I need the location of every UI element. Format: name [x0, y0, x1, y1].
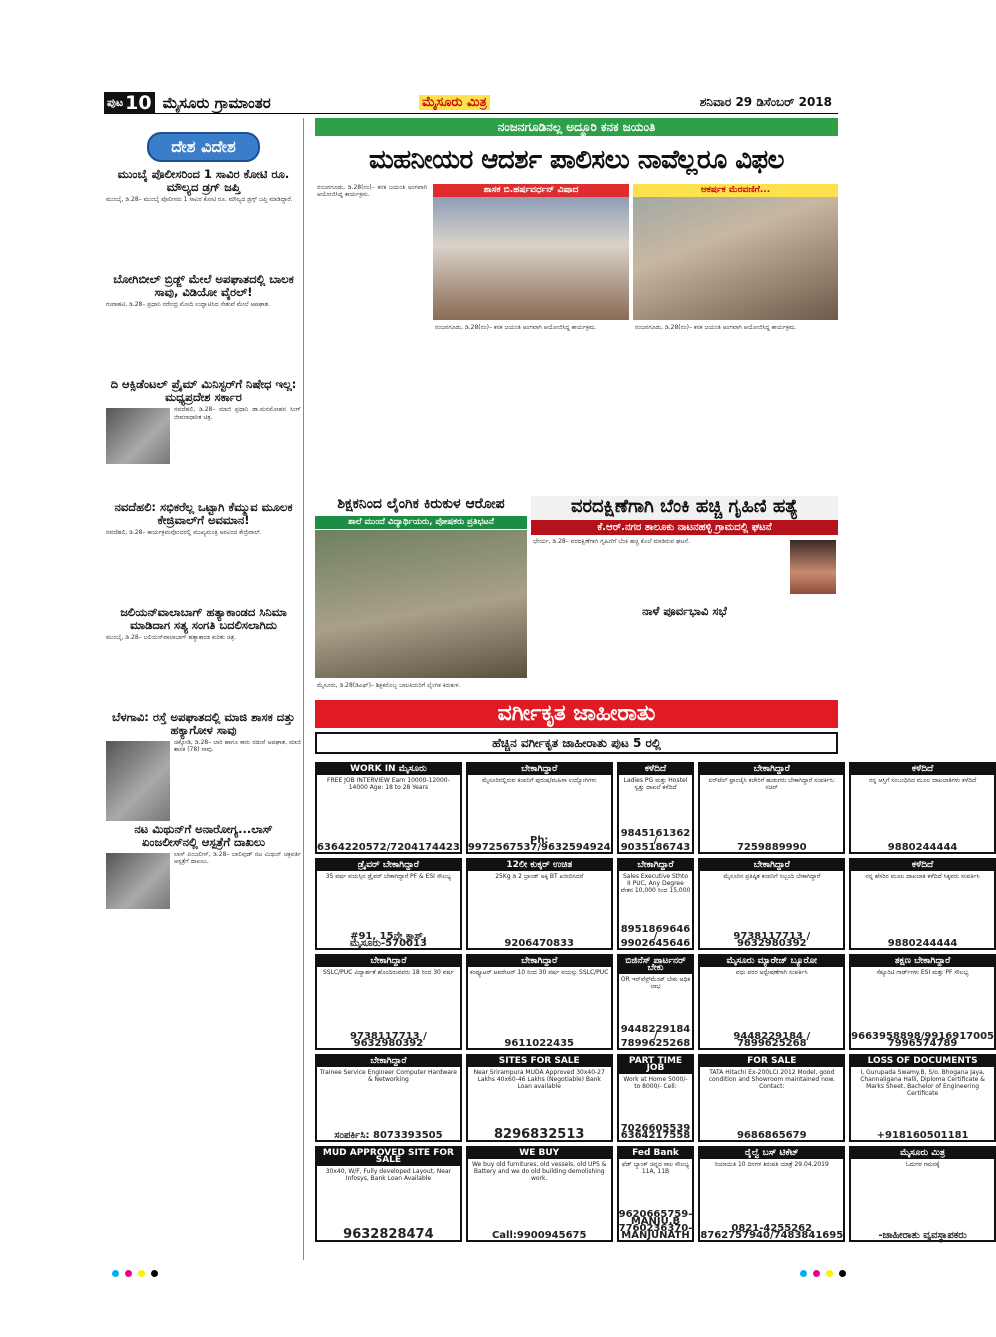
story2-photo — [315, 530, 527, 678]
magenta-dot — [125, 1270, 132, 1277]
news-body: ನವದೆಹಲಿ, ಡಿ.28– ಕಾರ್ಯಕ್ರಮವೊಂದರಲ್ಲಿ ಮುಖ್ಯಮಂತ್ರಿ ಅರವಿಂದ ಕೇಜ್ರಿವಾಲ್. — [106, 528, 262, 536]
ad-text: Ladies PG ಮತ್ತು Hostel ಸ್ವತ್ತು ದಾಖಲೆ ಕಳೆದಿದೆ — [623, 777, 688, 791]
ad-text: ಏರ್‌ಟೆಲ್ ಫ್ರಾಂಚೈಸಿ ಕಚೇರಿಗೆ ಹುಡುಗರು ಬೇಕಾಗಿದ್ದಾರೆ ಸಂಪರ್ಕಿಸಿ: ಸಚಿನ್ — [708, 777, 835, 791]
classified-ad — [698, 954, 845, 1050]
ad-text: Near Srirampura MUDA Approved 30x40-27 Lakhs 40x60-46 Lakhs (Negotiable) Bank Loan available — [473, 1069, 605, 1090]
masthead — [104, 92, 838, 114]
ad-phone: 8951869646 / 9902645646 — [620, 924, 691, 949]
story3-caption: ಕೆ.ಆರ್.ನಗರ ತಾಲೂಕು ನಾಟನಹಳ್ಳಿ ಗ್ರಾಮದಲ್ಲಿ ಘಟನೆ — [531, 520, 838, 535]
section-title: ಮೈಸೂರು ಗ್ರಾಮಾಂತರ — [162, 93, 271, 112]
ad-text: ಸೆಕ್ಯೂರಿಟಿ ಗಾರ್ಡ್‌ಗಳು ESI ಮತ್ತು PF ಸೌಲಭ್ಯ — [876, 969, 969, 976]
ad-heading: WORK IN ಮೈಸೂರು — [317, 764, 460, 775]
classified-banner: ವರ್ಗೀಕೃತ ಜಾಹೀರಾತು — [315, 700, 838, 728]
classified-subline: ಹೆಚ್ಚಿನ ವರ್ಗೀಕೃತ ಜಾಹೀರಾತು ಪುಟ 5 ರಲ್ಲಿ — [315, 732, 838, 754]
ad-text: ನನ್ನ ಹೆಸರಿನ ಮೂಲ ದಾಖಲಾತಿ ಕಳೆದಿದೆ ಸಿಕ್ಕವರು ಸಂಪರ್ಕಿಸಿ — [865, 873, 980, 880]
news-item — [104, 711, 303, 753]
column-banner: ದೇಶ ವಿದೇಶ — [147, 132, 260, 162]
ad-phone: 9845161362 / 9035186743 — [620, 828, 691, 853]
classified-ad — [315, 1054, 462, 1142]
ad-text: Work at Home 5000/- to 8000/- Cell: — [623, 1076, 688, 1090]
classified-grid — [315, 762, 994, 1260]
news-item — [104, 501, 303, 536]
news-body: ಮುಂಬೈ, ಡಿ.28– ಜಲಿಯನ್‌ವಾಲಾಬಾಗ್ ಹತ್ಯಾಕಾಂಡ ಕುರಿತು ಚಿತ್ರ. — [106, 634, 237, 642]
ad-heading: ಡ್ರೈವರ್ ಬೇಕಾಗಿದ್ದಾರೆ — [317, 860, 460, 871]
ad-text: 25Kg ಡಿ 2 ಬ್ರಾಂಡ್ ಅಕ್ಕಿ BT ಖರೀದಿಸಿದರೆ — [495, 873, 584, 880]
story2-body: ಮೈಸೂರು, ಡಿ.28(ಡಿಎಫ್)– ಶಿಕ್ಷಕನೊಬ್ಬ ಬಾಲಕಿಯರಿಗೆ ಲೈಂಗಿಕ ಕಿರುಕುಳ. — [317, 682, 461, 689]
classified-ad — [466, 1146, 613, 1242]
ad-phone: Ph: 9972567537/9632594924 — [467, 835, 611, 853]
ad-phone: 0821-4255262 8762757940/7483841695 — [700, 1223, 844, 1241]
black-dot — [839, 1270, 846, 1277]
ad-text: ಓದುಗರ ಗಮನಕ್ಕೆ — [905, 1161, 940, 1168]
magenta-dot — [813, 1270, 820, 1277]
ad-text: ನನ್ನ ಆಸ್ತಿಗೆ ಸಂಬಂಧಿಸಿದ ಮೂಲ ದಾಖಲಾತಿಗಳು ಕಳೆದಿದೆ — [868, 777, 977, 784]
news-item — [104, 606, 303, 641]
lead-headline: ಮಹನೀಯರ ಆದರ್ಶ ಪಾಲಿಸಲು ನಾವೆಲ್ಲರೂ ವಿಫಲ — [368, 145, 785, 175]
registration-dots-left — [112, 1270, 158, 1277]
page-number: 10 — [125, 91, 152, 114]
news-headline: ಬೆಳಗಾವಿ: ರಸ್ತೆ ಅಪಘಾತದಲ್ಲಿ ಮಾಜಿ ಶಾಸಕ ದತ್ತು ಹಕ್ಯಾಗೋಳ ಸಾವು — [112, 710, 295, 738]
ad-phone: 9632828474 — [343, 1227, 434, 1242]
yellow-dot — [138, 1270, 145, 1277]
ad-heading: ಬೇಕಾಗಿದ್ದಾರೆ — [700, 860, 843, 871]
ad-phone: 9611022435 — [504, 1038, 575, 1049]
ad-phone: ಸಂಪರ್ಕಿಸಿ: 8073393505 — [334, 1130, 443, 1141]
news-body: ಗುವಾಹಟಿ, ಡಿ.28– ಪ್ರಧಾನಿ ನರೇಂದ್ರ ಮೋದಿ ಉದ್ಘಾಟಿಸಿದ ಸೇತುವೆ ಮೇಲೆ ಅಪಘಾತ. — [106, 301, 270, 309]
ad-phone: 9663958898/9916917005 7996574789 — [851, 1031, 994, 1049]
classified-ad — [698, 1146, 845, 1242]
ad-text: ವಧು ವರರ ಅನ್ವೇಷಣೆಗಾಗಿ ಸಂಪರ್ಕಿಸಿ — [735, 969, 808, 976]
classified-ad — [849, 1146, 996, 1242]
page-prefix: ಪುಟ — [107, 95, 124, 109]
classified-ad — [315, 762, 462, 854]
ad-text: OR ಇನ್‌ವೆಸ್ಟ್‌ಮೆಂಟ್ ಬೇಕು ಅಧಿಕ ಲಾಭ — [620, 976, 691, 990]
classified-ad — [617, 762, 695, 854]
classified-ad — [315, 858, 462, 950]
lead-photo-procession — [633, 184, 838, 320]
ad-phone: #91, 15ನೇ ಕ್ರಾಸ್, ಮೈಸೂರು-570013 — [349, 931, 427, 949]
news-body: ಚಿಕ್ಕೋಡಿ, ಡಿ.28– ಲಾರಿ ಹಾಗೂ ಕಾರು ನಡುವೆ ಅಪಘಾತ, ಮಾಜಿ ಶಾಸಕ (78) ಸಾವು. — [174, 739, 301, 754]
ad-heading: SITES FOR SALE — [468, 1056, 611, 1067]
ad-phone: 6364220572/7204174423 — [317, 842, 460, 853]
news-item — [104, 168, 303, 203]
story3-body: ಭೇರ್ಯ, ಡಿ.28– ವರದಕ್ಷಿಣೆಗಾಗಿ ಗೃಹಿಣಿಗೆ ಬೆಂಕಿ ಹಚ್ಚಿ ಕೊಲೆ ಮಾಡಿರುವ ಘಟನೆ. — [533, 538, 690, 545]
ad-phone: +918160501181 — [876, 1130, 969, 1141]
news-headline: ದಿ ಆಕ್ಸಿಡೆಂಟಲ್ ಪ್ರೈಮ್ ಮಿನಿಸ್ಟರ್‌ಗೆ ನಿಷೇಧ ಇಲ್ಲ: ಮಧ್ಯಪ್ರದೇಶ ಸರ್ಕಾರ — [110, 377, 297, 405]
cyan-dot — [112, 1270, 119, 1277]
classified-ad — [698, 858, 845, 950]
ad-text: ಮೈಸೂರಿನ ಪ್ರತಿಷ್ಠಿತ ಕಂಪನಿಗೆ ಸಿಬ್ಬಂದಿ ಬೇಕಾಗಿದ್ದಾರೆ — [723, 873, 821, 880]
news-headline: ನವದೆಹಲಿ: ಸಭಿಕರೆಲ್ಲ ಒಟ್ಟಾಗಿ ಕೆಮ್ಮುವ ಮೂಲಕ ಕೇಜ್ರಿವಾಲ್‌ಗೆ ಅವಮಾನ! — [114, 499, 293, 527]
classified-ad — [617, 858, 695, 950]
ad-text: We buy old furnitures, old vessels, old UPS & Battery and we do old building demolishing work. — [471, 1161, 607, 1182]
classified-ad — [849, 954, 996, 1050]
ad-text: 30x40, W/F, Fully developed Layout, Near Infosys, Bank Loan Available — [325, 1168, 452, 1182]
ad-heading: ಬಿಜಿನೆಸ್ ಪಾರ್ಟನರ್ ಬೇಕು — [619, 956, 693, 974]
ad-text: Trainee Service Engineer Computer Hardware & Networking — [319, 1069, 457, 1083]
classified-ad — [617, 1054, 695, 1142]
ad-text: I, Gurupada Swamy.B, S/o. Bhogana Jaya, Channaligana Halli, Diploma Certificate & Marks Sheet, Bachelor of Engineering Certificate — [860, 1069, 985, 1097]
ad-heading: WE BUY — [468, 1148, 611, 1159]
news-item — [104, 823, 303, 865]
ad-text: FREE JOB INTERVIEW Earn 10000-12000-14000 Age: 18 to 28 Years — [327, 777, 450, 791]
ad-heading: ಬೇಕಾಗಿದ್ದಾರೆ — [317, 956, 460, 967]
story2-caption: ಶಾಲೆ ಮುಂದೆ ವಿದ್ಯಾರ್ಥಿಯರು, ಪೋಷಕರು ಪ್ರತಿಭಟನೆ — [315, 516, 527, 529]
story3-subhead: ನಾಳೆ ಪೂರ್ವಭಾವಿ ಸಭೆ — [642, 604, 727, 619]
issue-date: ಶನಿವಾರ 29 ಡಿಸೆಂಬರ್ 2018 — [699, 95, 832, 109]
yellow-dot — [826, 1270, 833, 1277]
classified-ad — [315, 954, 462, 1050]
lead-body-3: ನಂಜನಗೂಡು, ಡಿ.28(ನಂ)– ಕನಕ ಜಯಂತಿ ಅಂಗವಾಗಿ ಆಯೋಜಿಸಿದ್ದ ಕಾರ್ಯಕ್ರಮ. — [635, 324, 797, 331]
news-headline: ಬೋಗಿಬೀಲ್ ಬ್ರಿಡ್ಜ್ ಮೇಲೆ ಅಪಘಾತದಲ್ಲಿ ಬಾಲಕ ಸಾವು, ವಿಡಿಯೋ ವೈರಲ್! — [113, 272, 294, 300]
ad-heading: ಕಳೆದಿದೆ — [619, 764, 693, 775]
lead-strip: ನಂಜನಗೂಡಿನಲ್ಲ ಅದ್ಧೂರಿ ಕನಕ ಜಯಂತಿ — [315, 118, 838, 136]
ad-phone: 9206470833 — [504, 938, 575, 949]
ad-heading: ಬೇಕಾಗಿದ್ದಾರೆ — [468, 764, 611, 775]
classified-ad — [617, 1146, 695, 1242]
ad-phone: 9448229184 / 7899625268 — [620, 1024, 691, 1049]
ad-heading: ರೈಲ್ವೆ ಬಸ್ ಟಿಕೆಟ್ — [700, 1148, 843, 1159]
ad-heading: ಬೇಕಾಗಿದ್ದಾರೆ — [317, 1056, 460, 1067]
news-photo — [106, 741, 170, 821]
ad-heading: Fed Bank — [619, 1148, 693, 1159]
ad-heading: ಮೈಸೂರು ಮಿತ್ರ — [851, 1148, 994, 1159]
ad-heading: 12ಲೀ ಕುಕ್ಕರ್ ಉಚಿತ — [468, 860, 611, 871]
story2-headline: ಶಿಕ್ಷಕನಿಂದ ಲೈಂಗಿಕ ಕಿರುಕುಳ ಆರೋಪ — [337, 496, 505, 512]
ad-heading: ಬೇಕಾಗಿದ್ದಾರೆ — [700, 764, 843, 775]
ad-phone: 8296832513 — [493, 1127, 585, 1142]
classified-ad — [315, 1146, 462, 1242]
ad-text: TATA Hitachi Ex-200LCI 2012 Model, good condition and Showroom maintained now. Contact: — [708, 1069, 835, 1090]
ad-phone: 9738117713 / 9632980392 — [733, 931, 811, 949]
classified-ad — [698, 762, 845, 854]
classified-ad — [849, 858, 996, 950]
ad-text: ಮೈಸೂರಿನಲ್ಲಿರುವ ಕಂಪನಿಗೆ ಪುರುಷ/ಮಹಿಳಾ ಉದ್ಯೋಗಿಗಳು — [482, 777, 597, 784]
ad-phone: 9738117713 / 9632980392 — [350, 1031, 427, 1049]
classified-ad — [849, 762, 996, 854]
news-item — [104, 273, 303, 308]
paper-logo: ಮೈಸೂರು ಮಿತ್ರ — [419, 95, 490, 110]
classified-ad — [466, 1054, 613, 1142]
ad-phone: 7026605539 6364217558 — [620, 1123, 691, 1141]
news-body: ಮುಂಬೈ, ಡಿ.28– ಮುಂಬೈ ಪೊಲೀಸರು 1 ಸಾವಿರ ಕೋಟಿ ರೂ. ಮೌಲ್ಯದ ಡ್ರಗ್ಸ್ ಜಪ್ತಿ ಮಾಡಿದ್ದಾರೆ. — [106, 196, 293, 203]
ad-phone: 9620665759-MANJU.B 7760236370-MANJUNATH — [618, 1209, 693, 1241]
ad-text: SSLC/PUC ವಿದ್ಯಾರ್ಹತೆ ಹೊಂದಿರುವವರು 18 ರಿಂದ 30 ವರ್ಷ — [322, 969, 454, 976]
photo-caption: ಶಾಸಕ ಬಿ.ಹರ್ಷವರ್ಧನ್ ವಿಷಾದ — [433, 184, 629, 197]
classified-ad — [466, 858, 613, 950]
ad-heading: ಮೈಸೂರು ಮ್ಯಾರೇಜ್ ಬ್ಯೂರೋ — [700, 956, 843, 967]
news-photo — [106, 408, 170, 464]
lead-body: ನಂಜನಗೂಡು, ಡಿ.28(ನಂ)– ಕನಕ ಜಯಂತಿ ಅಂಗವಾಗಿ ಆಯೋಜಿಸಿದ್ದ ಕಾರ್ಯಕ್ರಮ. — [317, 184, 427, 199]
ad-phone: Call:9900945675 — [491, 1230, 587, 1241]
ad-heading: PART TIME JOB — [619, 1056, 693, 1074]
ad-phone: 9686865679 — [736, 1130, 807, 1141]
ad-heading: ಕಳೆದಿದೆ — [851, 860, 994, 871]
ad-text: ಫೆಡ್ ಬ್ಯಾಂಕ್ ಚಿನ್ನದ ಸಾಲ ಸೌಲಭ್ಯ 11A, 11B — [621, 1161, 690, 1175]
classified-ad — [617, 954, 695, 1050]
ad-phone: 7259889990 — [736, 842, 807, 853]
victim-portrait — [790, 540, 836, 594]
classified-ad — [466, 762, 613, 854]
news-body: ನವದೆಹಲಿ, ಡಿ.28– ಮಾಜಿ ಪ್ರಧಾನಿ ಡಾ.ಮನಮೋಹನ ಸಿಂಗ್ ಜೀವನಾಧಾರಿತ ಚಿತ್ರ. — [174, 406, 301, 421]
ad-heading: LOSS OF DOCUMENTS — [851, 1056, 994, 1067]
ad-text: ಕಂಪ್ಯೂಟರ್ ಆಪರೇಟರ್ 10 ರಿಂದ 30 ವರ್ಷ ವಯಸ್ಸು SSLC/PUC — [470, 969, 609, 976]
ad-heading: ಬೇಕಾಗಿದ್ದಾರೆ — [468, 956, 611, 967]
story3-headline: ವರದಕ್ಷಿಣೆಗಾಗಿ ಬೆಂಕಿ ಹಚ್ಚಿ ಗೃಹಿಣಿ ಹತ್ಯೆ — [531, 496, 838, 520]
ad-heading: ತಕ್ಷಣ ಬೇಕಾಗಿದ್ದಾರೆ — [851, 956, 994, 967]
black-dot — [151, 1270, 158, 1277]
photo-caption: ಆಕರ್ಷಕ ಮೆರವಣಿಗೆ... — [633, 184, 838, 197]
news-item — [104, 378, 303, 420]
ad-text: Sales Executive Sthto II PUC, Any Degree ವೇತನ 10,000 ರಿಂದ 15,000 — [620, 873, 691, 894]
news-photo — [106, 853, 170, 909]
ad-phone: 9448229184 / 7899625268 — [733, 1031, 811, 1049]
page-number-box — [104, 92, 155, 114]
ad-heading: FOR SALE — [700, 1056, 843, 1067]
ad-heading: ಕಳೆದಿದೆ — [851, 764, 994, 775]
ad-phone: 9880244444 — [887, 842, 958, 853]
ad-text: 35 ವರ್ಷ ವಯಸ್ಸಿನ ಡ್ರೈವರ್ ಬೇಕಾಗಿದ್ದಾರೆ PF & ESI ಸೌಲಭ್ಯ — [325, 873, 452, 880]
lead-body-2: ನಂಜನಗೂಡು, ಡಿ.28(ನಂ)– ಕನಕ ಜಯಂತಿ ಅಂಗವಾಗಿ ಆಯೋಜಿಸಿದ್ದ ಕಾರ್ಯಕ್ರಮ. — [435, 324, 597, 331]
ad-phone: -ಜಾಹೀರಾತು ವ್ಯವಸ್ಥಾಪಕರು — [878, 1230, 967, 1241]
news-body: ಲಾಸ್ ಏಂಜಲೀಸ್, ಡಿ.28– ಬಾಲಿವುಡ್ ನಟ ಮಿಥುನ್ ಚಕ್ರವರ್ತಿ ಆಸ್ಪತ್ರೆಗೆ ದಾಖಲು. — [174, 851, 301, 866]
registration-dots-right — [800, 1270, 846, 1277]
cyan-dot — [800, 1270, 807, 1277]
news-headline: ಜಲಿಯನ್‌ವಾಲಾಬಾಗ್ ಹತ್ಯಾಕಾಂಡದ ಸಿನಿಮಾ ಮಾಡಿದಾಗ ಸತ್ಯ ಸಂಗತಿ ಬದಲಿಸಲಾಗಿದು — [120, 605, 287, 633]
news-headline: ನಟ ಮಿಥುನ್‌ಗೆ ಅನಾರೋಗ್ಯ...ಲಾಸ್ ಏಂಜಲೀಸ್‌ನಲ್ಲಿ ಆಸ್ಪತ್ರೆಗೆ ದಾಖಲು — [134, 822, 273, 850]
ad-text: ರಿಯಾಯಿತಿ 10 ದಿನಗಳ ತಿರುಪತಿ ಯಾತ್ರೆ 29.04.2019 — [714, 1161, 829, 1168]
lead-photo-stage — [433, 184, 629, 320]
classified-ad — [466, 954, 613, 1050]
ad-heading: ಬೇಕಾಗಿದ್ದಾರೆ — [619, 860, 693, 871]
ad-phone: 9880244444 — [887, 938, 958, 949]
classified-ad — [698, 1054, 845, 1142]
classified-ad — [849, 1054, 996, 1142]
desha-videsha-column — [104, 118, 304, 1260]
ad-heading: MUD APPROVED SITE FOR SALE — [317, 1148, 460, 1166]
news-headline: ಮುಂಬೈ ಪೊಲೀಸರಿಂದ 1 ಸಾವಿರ ಕೋಟಿ ರೂ. ಮೌಲ್ಯದ ಡ್ರಗ್ ಜಪ್ತಿ — [117, 167, 290, 194]
